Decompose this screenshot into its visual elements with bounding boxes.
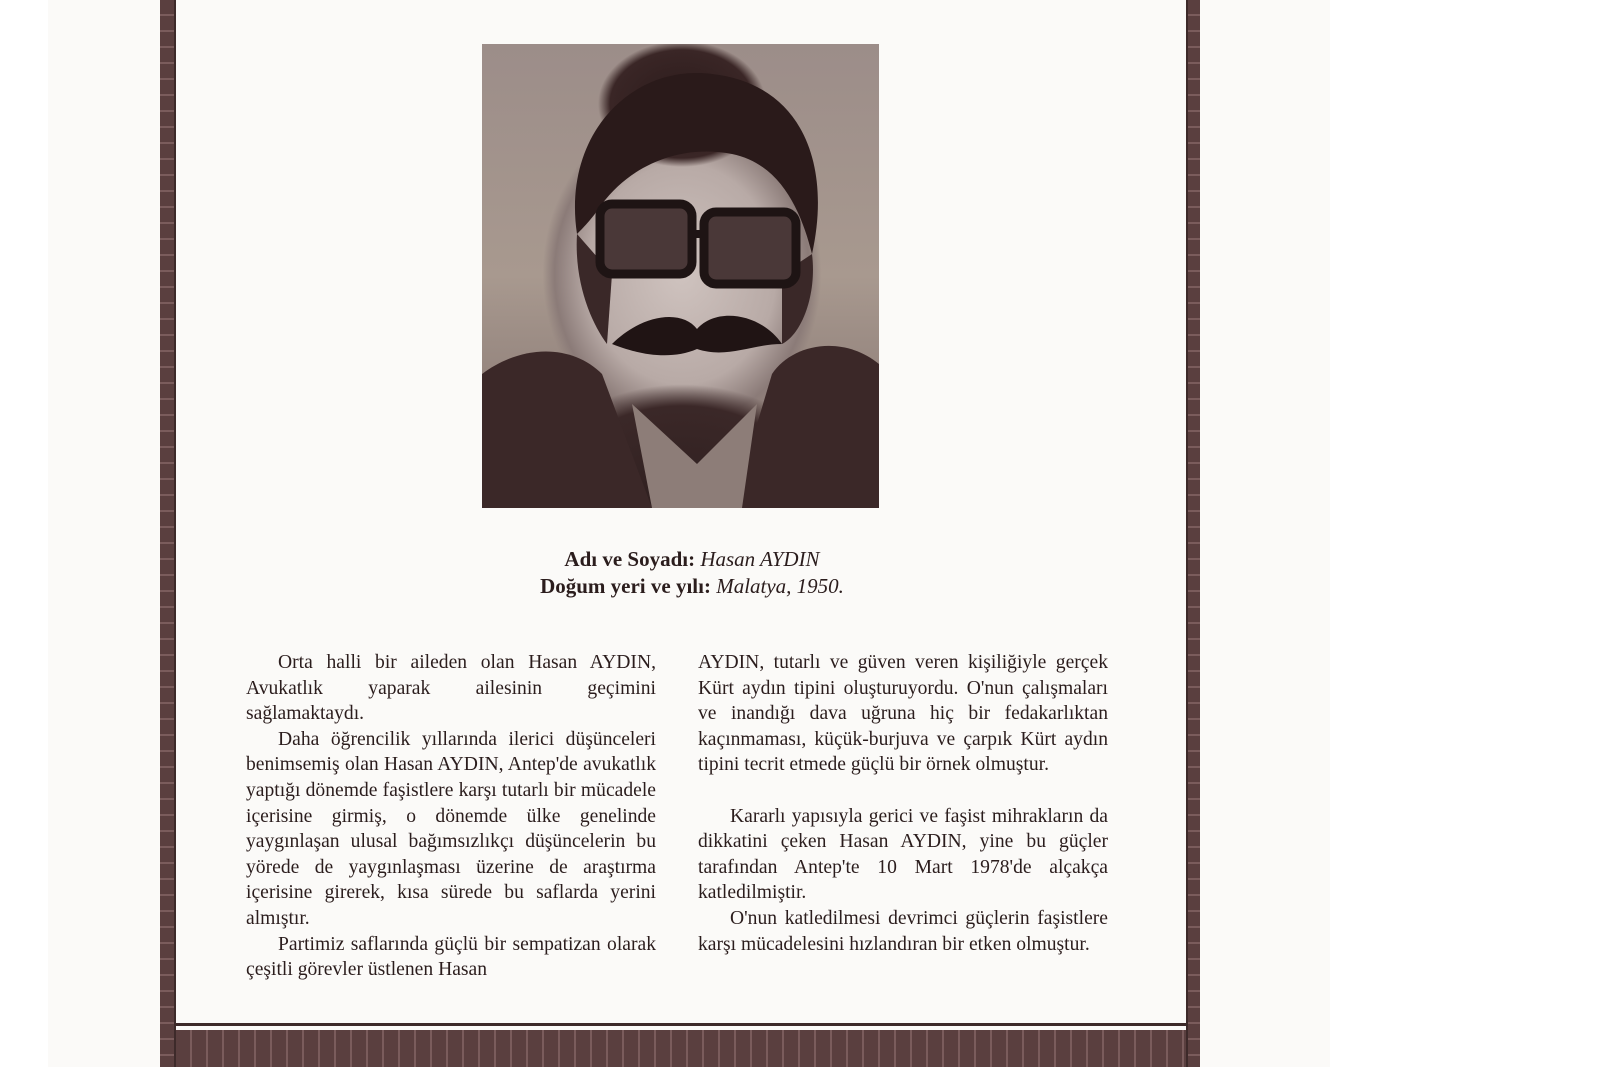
portrait-illustration (482, 44, 879, 508)
left-decorative-border (160, 0, 176, 1067)
name-value: Hasan AYDIN (700, 547, 820, 571)
jacket-left (482, 352, 652, 509)
right-text-column (698, 650, 1108, 957)
bottom-decorative-border (176, 1030, 1186, 1067)
paragraph: O'nun katledilmesi devrimci güçlerin faşistlere karşı mücadelesini hızlandıran bir etken olmuştur. (698, 907, 1108, 955)
glasses-right-lens (704, 212, 796, 284)
birth-value: Malatya, 1950. (716, 574, 844, 598)
jacket-right (732, 346, 879, 508)
paragraph: Daha öğrencilik yıllarında ilerici düşünceleri benimsemiş olan Hasan AYDIN, Antep'de avukatlık yaptığı dönemde faşistlere karşı tutarlı bir mücadele içerisine girmiş, o dönemde ülke genelinde yaygınlaşan ulusal bağımsızlıkçı düşüncelerin bu yörede de yaygınlaşması üzerine de araştırma içerisine girerek, kısa sürede bu saflarda yerini almıştır. (246, 728, 656, 929)
name-label: Adı ve Soyadı: (564, 547, 696, 571)
scan-margin (0, 0, 48, 1067)
caption-birth-line (480, 573, 904, 600)
photo-caption (480, 546, 904, 600)
right-decorative-border (1186, 0, 1200, 1067)
paragraph: Orta halli bir aileden olan Hasan AYDIN, Avukatlık yaparak ailesinin geçimini sağlamaktaydı. (246, 652, 656, 725)
paragraph: Partimiz saflarında güçlü bir sempatizan olarak çeşitli görevler üstlenen Hasan (246, 933, 656, 981)
shirt-collar (632, 404, 757, 508)
glasses-left-lens (600, 204, 692, 274)
portrait-photo (482, 44, 879, 508)
birth-label: Doğum yeri ve yılı: (540, 574, 711, 598)
bottom-rule (176, 1023, 1186, 1026)
mustache-shape (612, 316, 782, 356)
caption-name-line (480, 546, 904, 573)
glasses-bridge (688, 230, 708, 238)
paragraph: Kararlı yapısıyla gerici ve faşist mihrakların da dikkatini çeken Hasan AYDIN, yine bu güçler tarafından Antep'te 10 Mart 1978'de alçakça katledilmiştir. (698, 805, 1108, 904)
paragraph: AYDIN, tutarlı ve güven veren kişiliğiyle gerçek Kürt aydın tipini oluşturuyordu. O'nun çalışmaları ve inandığı dava uğruna hiç bir fedakarlıktan kaçınmaması, küçük-burjuva ve çarpık Kürt aydın tipini tecrit etmede güçlü bir örnek olmuştur. (698, 652, 1108, 776)
left-text-column (246, 650, 656, 983)
